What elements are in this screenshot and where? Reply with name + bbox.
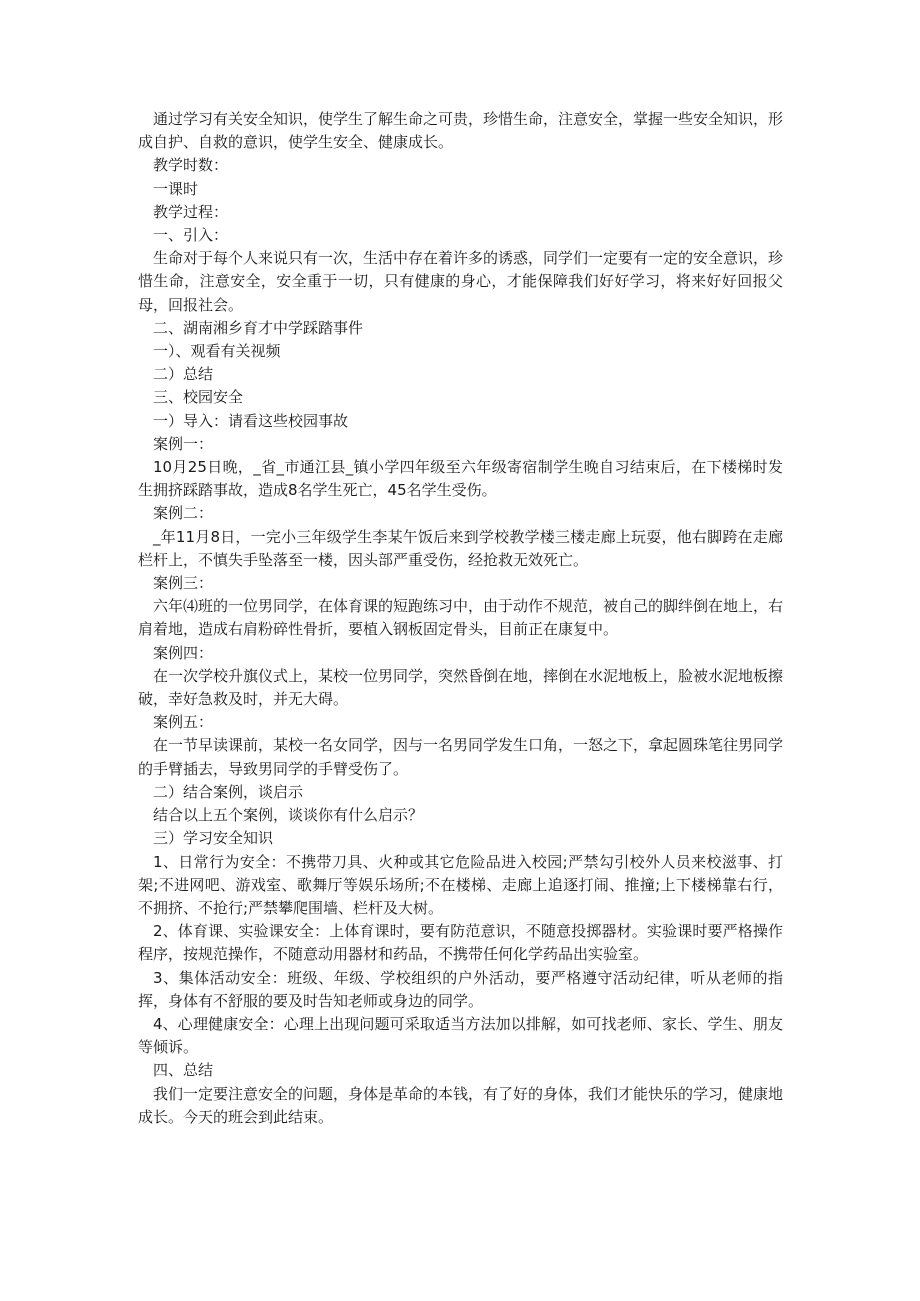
heading-stampede-event: 二、湖南湘乡育才中学踩踏事件 <box>153 318 364 337</box>
label-teaching-process: 教学过程： <box>153 202 229 221</box>
case-1-label: 案例一： <box>153 434 214 453</box>
case-5-label: 案例五： <box>153 713 214 732</box>
case-4-text: 在一次学校升旗仪式上，某校一位男同学，突然昏倒在地，摔倒在水泥地板上，脸被水泥地板擦破，幸好急救及时，并无大碍。 <box>138 666 784 709</box>
item-watch-video: 一）、观看有关视频 <box>153 342 281 361</box>
knowledge-mental-health: 4、心理健康安全：心理上出现问题可采取适当方法加以排解，如可找老师、家长、学生、朋友等倾诉。 <box>138 1014 783 1057</box>
heading-introduction: 一、引入： <box>153 226 229 245</box>
case-2-text: _年11月8日，一完小三年级学生李某午饭后来到学校教学楼三楼走廊上玩耍，他右脚跨在走廊栏杆上，不慎失手坠落至一楼，因头部严重受伤，经抢救无效死亡。 <box>138 527 783 569</box>
heading-campus-safety: 三、校园安全 <box>153 388 244 407</box>
item-summary: 二）总结 <box>153 365 214 384</box>
case-3-label: 案例三： <box>153 574 214 593</box>
value-teaching-hours: 一课时 <box>153 179 199 198</box>
knowledge-daily-behavior: 1、日常行为安全：不携带刀具、火种或其它危险品进入校园;严禁勾引校外人员来校滋事、打架;不进网吧、游戏室、歌舞厅等娱乐场所;不在楼梯、走廊上追逐打闹、推撞;上下楼梯靠右行，不拥挤、不抢行;严禁攀爬围墙、栏杆及大树。 <box>138 852 783 917</box>
case-5-text: 在一节早读课前，某校一名女同学，因与一名男同学发生口角，一怒之下，拿起圆珠笔往男同学的手臂插去，导致男同学的手臂受伤了。 <box>138 736 784 778</box>
knowledge-pe-lab: 2、体育课、实验课安全：上体育课时，要有防范意识，不随意投掷器材。实验课时要严格操作程序，按规范操作，不随意动用器材和药品，不携带任何化学药品出实验室。 <box>138 922 783 964</box>
case-4-label: 案例四： <box>153 643 214 662</box>
paragraph-introduction: 生命对于每个人来说只有一次，生活中存在着许多的诱惑，同学们一定要有一定的安全意识，珍惜生命，注意安全，安全重于一切，只有健康的身心，才能保障我们好好学习，将来好好回报父母，回报社会。 <box>138 249 784 314</box>
document-body <box>138 108 783 1129</box>
knowledge-group-activity: 3、集体活动安全：班级、年级、学校组织的户外活动，要严格遵守活动纪律，听从老师的指挥，身体有不舒服的要及时告知老师或身边的同学。 <box>138 968 783 1010</box>
case-1-text: 10月25日晚，_省_市通江县_镇小学四年级至六年级寄宿制学生晚自习结束后，在下楼梯时发生拥挤踩踏事故，造成8名学生死亡，45名学生受伤。 <box>138 458 783 500</box>
case-3-text: 六年⑷班的一位男同学，在体育课的短跑练习中，由于动作不规范，被自己的脚绊倒在地上，右肩着地，造成右肩粉碎性骨折，要植入钢板固定骨头，目前正在康复中。 <box>138 597 784 639</box>
item-lead-in: 一）导入：请看这些校园事故 <box>153 411 349 430</box>
paragraph-objective: 通过学习有关安全知识，使学生了解生命之可贵，珍惜生命，注意安全，掌握一些安全知识，形成自护、自救的意识，使学生安全、健康成长。 <box>138 110 784 152</box>
paragraph-conclusion: 我们一定要注意安全的问题，身体是革命的本钱，有了好的身体，我们才能快乐的学习，健康地成长。今天的班会到此结束。 <box>138 1084 784 1126</box>
paragraph-discuss-question: 结合以上五个案例，谈谈你有什么启示？ <box>153 806 424 825</box>
case-2-label: 案例二： <box>153 504 214 523</box>
label-teaching-hours: 教学时数： <box>153 156 229 175</box>
item-discuss-cases: 二）结合案例，谈启示 <box>153 782 304 801</box>
item-safety-knowledge: 三）学习安全知识 <box>153 829 274 848</box>
heading-conclusion: 四、总结 <box>153 1061 214 1080</box>
